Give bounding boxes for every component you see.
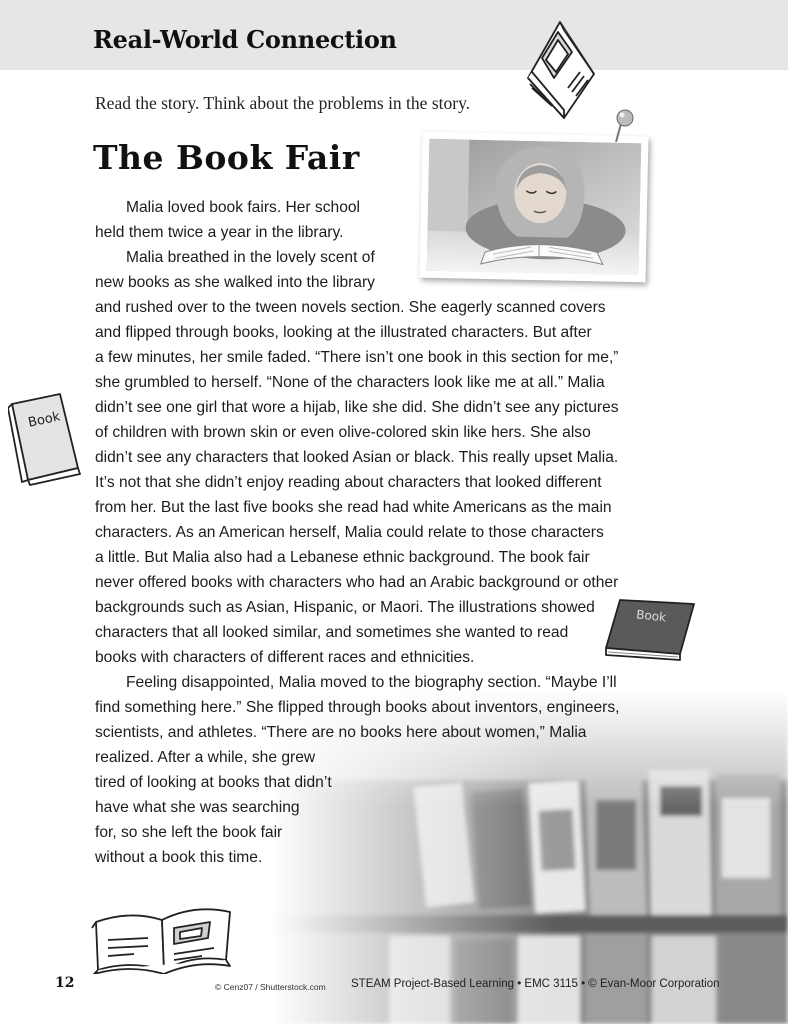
story-line: for, so she left the book fair [95,824,283,841]
story-line: new books as she walked into the library [95,274,375,291]
story-title: The Book Fair [93,138,360,177]
story-line: and rushed over to the tween novels section. She eagerly scanned covers [95,299,606,316]
story-line: didn’t see any characters that looked Asian or black. This really upset Malia. [95,449,619,466]
photo-credit: © Cenz07 / Shutterstock.com [215,982,326,992]
photo-girl-reading [419,132,648,283]
story-line: didn’t see one girl that wore a hijab, like she did. She didn’t see any pictures [95,399,619,416]
page-header-title: Real-World Connection [93,25,397,54]
story-line: of children with brown skin or even olive-colored skin like hers. She also [95,424,591,441]
story-line: from her. But the last five books she read had white Americans as the main [95,499,612,516]
open-book-doodle-icon [520,14,602,120]
story-line: Malia breathed in the lovely scent of [126,249,375,266]
left-book-label: Book [26,409,62,431]
story-line: scientists, and athletes. “There are no books here about women,” Malia [95,724,587,741]
instruction-text: Read the story. Think about the problems in the story. [95,93,471,113]
book-doodle-right-icon [602,598,698,664]
story-line: a few minutes, her smile faded. “There isn’t one book in this section for me,” [95,349,619,366]
story-line: have what she was searching [95,799,300,816]
book-doodle-left-icon [8,390,84,486]
open-book-doodle-bottom-icon [90,898,238,974]
story-line: a little. But Malia also had a Lebanese ethnic background. The book fair [95,549,590,566]
story-line: realized. After a while, she grew [95,749,316,766]
story-line: It’s not that she didn’t enjoy reading about characters that looked different [95,474,602,491]
story-line: books with characters of different races and ethnicities. [95,649,475,666]
story-line: find something here.” She flipped through books about inventors, engineers, [95,699,620,716]
pushpin-icon [612,108,638,144]
story-line: and flipped through books, looking at the illustrated characters. But after [95,324,592,341]
story-line: backgrounds such as Asian, Hispanic, or Maori. The illustrations showed [95,599,595,616]
story-line: never offered books with characters who had an Arabic background or other [95,574,619,591]
story-line: Malia loved book fairs. Her school [126,199,361,216]
story-line: without a book this time. [95,849,263,866]
story-line: characters that all looked similar, and sometimes she wanted to read [95,624,569,641]
story-line: held them twice a year in the library. [95,224,344,241]
right-book-label: Book [635,607,667,625]
story-line: she grumbled to herself. “None of the characters look like me at all.” Malia [95,374,605,391]
story-line: tired of looking at books that didn’t [95,774,332,791]
story-line: characters. As an American herself, Malia could relate to those characters [95,524,604,541]
page-number: 12 [55,975,75,991]
footer-publication-info: STEAM Project-Based Learning • EMC 3115 • © Evan-Moor Corporation [351,978,720,990]
story-line: Feeling disappointed, Malia moved to the biography section. “Maybe I’ll [126,674,617,691]
